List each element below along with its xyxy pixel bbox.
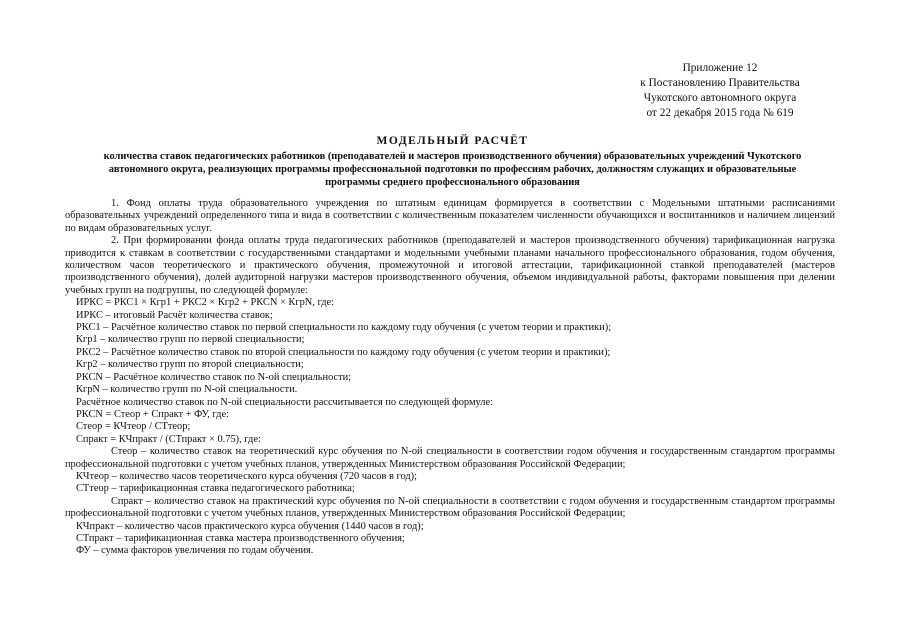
appendix-resolution-ref: к Постановлению Правительства: [640, 77, 800, 89]
appendix-number: Приложение 12: [682, 62, 758, 74]
definition-kchteor: КЧтеор – количество часов теоретического курса обучения (720 часов в год);: [76, 470, 417, 482]
formula-rksn: РКСN = Стеор + Спракт + ФУ, где:: [76, 408, 229, 420]
definition-stprakt: СТпракт – тарификационная ставка мастера производственного обучения;: [76, 532, 405, 544]
appendix-region: Чукотского автономного округа: [643, 92, 797, 104]
definition-rksn: РКСN – Расчётное количество ставок по N-ой специальности;: [76, 371, 352, 383]
formula-sprakt: Спракт = КЧпракт / (СТпракт × 0.75), где:: [76, 433, 261, 445]
document-title: МОДЕЛЬНЫЙ РАСЧЁТ: [376, 135, 529, 147]
formula-irks: ИРКС = РКС1 × Кгр1 + РКС2 × Кгр2 + РКСN × КгрN, где:: [76, 297, 335, 309]
definition-kgrn: КгрN – количество групп по N-ой специальности.: [76, 384, 298, 396]
definition-irks: ИРКС – итоговый Расчёт количества ставок;: [76, 309, 273, 321]
document-body: [65, 198, 835, 558]
definition-stteor: СТтеор – тарификационная ставка педагогического работника;: [76, 483, 355, 495]
formula-steor: Стеор = КЧтеор / СТтеор;: [76, 421, 191, 433]
subtitle-line-1: количества ставок педагогических работников (преподавателей и мастеров производственного обучения) образовательных учреждений Чукотского: [103, 151, 802, 162]
appendix-header: [600, 61, 840, 121]
paragraph-1: 1. Фонд оплаты труда образовательного учреждения по штатным единицам формируется в соответствии с Модельными штатными расписаниями образовательных учреждений определенного типа и вида в соответствии с количественным показателем численности обучающихся и воспитанников и наличием лицензий по видам образовательных услуг.: [65, 198, 835, 234]
document-subtitle: [50, 150, 855, 189]
definition-kgr2: Кгр2 – количество групп по второй специальности;: [76, 359, 304, 371]
subtitle-line-3: программы среднего профессионального образования: [325, 177, 580, 188]
subtitle-line-2: автономного округа, реализующих программы профессиональной подготовки по профессиям рабочих, должностям служащих и образовательные: [108, 164, 797, 175]
definition-kchprakt: КЧпракт – количество часов практического курса обучения (1440 часов в год);: [76, 520, 424, 532]
definition-steor: Стеор – количество ставок на теоретический курс обучения по N-ой специальности в соответствии годом обучения и государственным стандартом программы профессиональной подготовки с учетом учебных планов, утвержденных Министерством образования Российской Федерации;: [65, 446, 835, 470]
formula-intro: Расчётное количество ставок по N-ой специальности рассчитывается по следующей формуле:: [76, 396, 493, 408]
definition-fu: ФУ – сумма факторов увеличения по годам обучения.: [76, 545, 314, 557]
definition-sprakt: Спракт – количество ставок на практический курс обучения по N-ой специальности в соответствии с годом обучения и государственным стандартом программы профессиональной подготовки с учетом учебных планов, утвержденных Министерством образования Российской Федерации;: [65, 495, 835, 520]
appendix-date: от 22 декабря 2015 года № 619: [646, 107, 794, 119]
definition-rks1: РКС1 – Расчётное количество ставок по первой специальности по каждому году обучения (с учетом теории и практики);: [76, 322, 612, 334]
definition-kgr1: Кгр1 – количество групп по первой специальности;: [76, 334, 305, 346]
paragraph-2: 2. При формировании фонда оплаты труда педагогических работников (преподавателей и мастеров производственного обучения) тарификационная нагрузка приводится к ставкам в соответствии с государственными стандартами и модельными учебными планами начального профессионального образования, годом обучения, количеством часов теоретического и практического обучения, промежуточной и итоговой аттестации, тарификационной ставкой преподавателей (мастеров производственного обучения), долей аудиторной нагрузки мастеров производственного обучения, объемом индивидуальной работы, факторами повышения при делении учебных групп на подгруппы, по следующей формуле:: [65, 235, 835, 296]
definition-rks2: РКС2 – Расчётное количество ставок по второй специальности по каждому году обучения (с учетом теории и практики);: [76, 346, 611, 358]
